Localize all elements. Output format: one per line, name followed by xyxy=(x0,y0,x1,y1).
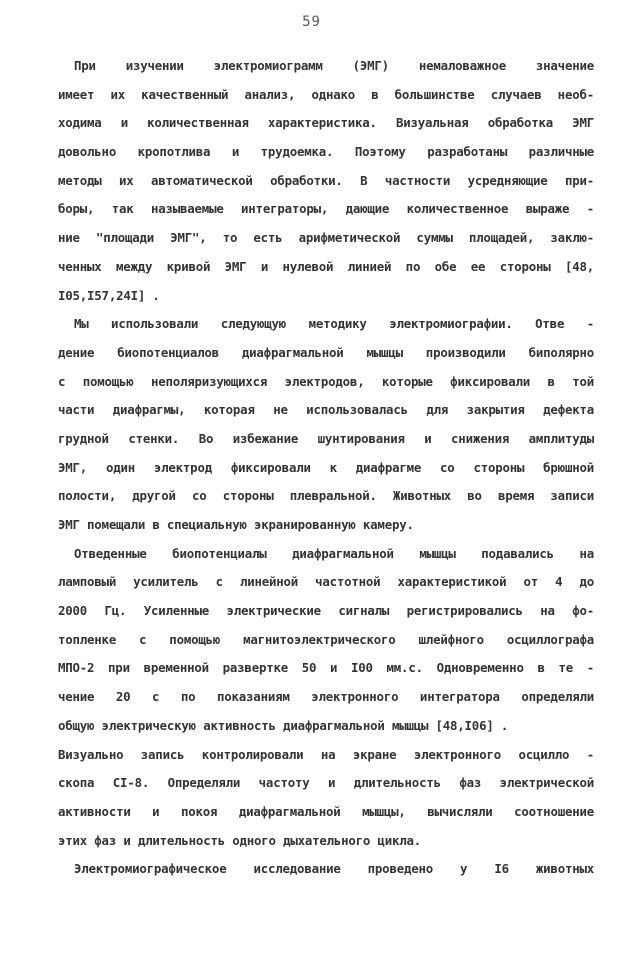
text-line: Отведенные биопотенциалы диафрагмальной мышцы подавались на xyxy=(74,545,594,561)
text-line: I05,I57,24I] . xyxy=(58,287,160,303)
text-line: боры, так называемые интеграторы, дающие количественное выраже - xyxy=(58,201,594,217)
text-line: ние "площади ЭМГ", то есть арифметической суммы площадей, заклю- xyxy=(58,230,594,246)
text-line: ламповый усилитель с линейной частотной характеристикой от 4 до xyxy=(58,574,594,590)
text-line: ЭМГ помещали в специальную экранированную камеру. xyxy=(58,517,414,532)
text-line: общую электрическую активность диафрагмальной мышцы [48,I06] . xyxy=(58,717,509,733)
paragraph-3 xyxy=(58,540,594,856)
text-line: с помощью неполяризующихся электродов, которые фиксировали в той xyxy=(58,373,594,389)
paragraph-1 xyxy=(58,52,594,310)
paragraph-2 xyxy=(58,310,594,540)
text-line: ходима и количественная характеристика. Визуальная обработка ЭМГ xyxy=(58,115,594,131)
text-line: топленке с помощью магнитоэлектрического шлейфного осциллографа xyxy=(58,631,594,647)
text-line: активности и покоя диафрагмальной мышцы, вычисляли соотношение xyxy=(58,803,594,819)
text-line: 2000 Гц. Усиленные электрические сигналы регистрировались на фо- xyxy=(58,603,594,619)
body-text xyxy=(58,52,594,884)
text-line: Мы использовали следующую методику электромиографии. Отве - xyxy=(74,316,594,332)
page-number: 59 xyxy=(302,14,321,30)
text-line: ченных между кривой ЭМГ и нулевой линией по обе ее стороны [48, xyxy=(58,258,594,274)
text-line: МПО-2 при временной развертке 50 и I00 мм.с. Одновременно в те - xyxy=(58,660,594,676)
text-line: этих фаз и длительность одного дыхательного цикла. xyxy=(58,832,421,848)
text-line: имеет их качественный анализ, однако в большинстве случаев необ- xyxy=(58,86,594,102)
text-line: части диафрагмы, которая не использовалась для закрытия дефекта xyxy=(58,402,594,418)
text-line: чение 20 с по показаниям электронного интегратора определяли xyxy=(58,689,594,705)
text-line: довольно кропотлива и трудоемка. Поэтому разработаны различные xyxy=(58,144,594,160)
text-line: Визуально запись контролировали на экране электронного осцилло - xyxy=(58,746,594,762)
text-line: скопа CI-8. Определяли частоту и длительность фаз электрической xyxy=(58,775,594,791)
paragraph-4 xyxy=(58,855,594,884)
text-line: полости, другой со стороны плевральной. Животных во время записи xyxy=(58,488,594,504)
text-line: ЭМГ, один электрод фиксировали к диафрагме со стороны брюшной xyxy=(58,459,594,475)
text-line: При изучении электромиограмм (ЭМГ) немаловажное значение xyxy=(74,58,594,73)
text-line: дение биопотенциалов диафрагмальной мышцы производили биполярно xyxy=(58,344,594,360)
text-line: Электромиографическое исследование проведено у I6 животных xyxy=(74,861,594,877)
text-line: грудной стенки. Во избежание шунтирования и снижения амплитуды xyxy=(58,430,594,446)
text-line: методы их автоматической обработки. В частности усредняющие при- xyxy=(58,172,594,188)
